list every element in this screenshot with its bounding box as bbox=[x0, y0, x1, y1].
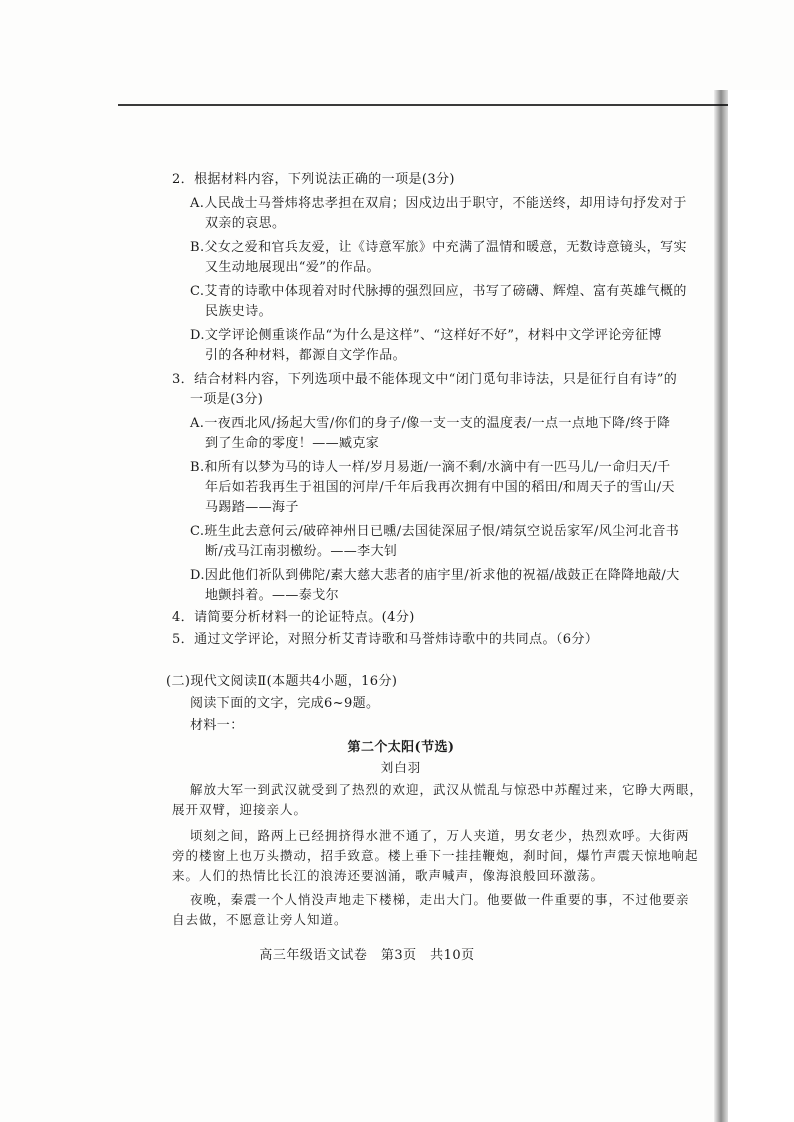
q3-option-a: A.一夜西北风/扬起大雪/你们的身子/像一支一支的温度表/一点一点地下降/终于降 bbox=[190, 416, 671, 431]
q2-option-b: B.父女之爱和官兵友爱，让《诗意军旅》中充满了温情和暖意，无数诗意镜头，写实 bbox=[190, 240, 687, 255]
passage-author: 刘白羽 bbox=[380, 760, 422, 775]
q2-option-a-cont: 双亲的哀思。 bbox=[205, 216, 286, 231]
q3-option-d: D.因此他们祈队到佛陀/素大慈大悲者的庙宇里/祈求他的祝福/战鼓正在降降地敲/大 bbox=[190, 568, 680, 583]
q2-option-c: C.艾青的诗歌中体现着对时代脉搏的强烈回应，书写了磅礴、辉煌、富有英雄气概的 bbox=[190, 284, 687, 299]
passage-p3-cont: 自去做，不愿意让旁人知道。 bbox=[172, 912, 348, 927]
q4: 4．请简要分析材料一的论证特点。(4分) bbox=[172, 610, 415, 625]
q2-option-a: A.人民战士马誉炜将忠孝担在双肩；因戍边出于职守，不能送终，却用诗句抒发对于 bbox=[190, 196, 687, 211]
q3-option-d-cont: 地颤抖着。——泰戈尔 bbox=[205, 588, 340, 603]
passage-p2-cont1: 旁的楼窗上也万头攒动，招手致意。楼上垂下一挂挂鞭炮，刹时间，爆竹声震天惊地响起 bbox=[172, 848, 699, 863]
q2-option-c-cont: 民族史诗。 bbox=[205, 304, 273, 319]
q2-option-b-cont: 又生动地展现出“爱”的作品。 bbox=[205, 260, 380, 275]
material-label: 材料一： bbox=[190, 718, 244, 733]
passage-title: 第二个太阳(节选) bbox=[347, 740, 455, 755]
q2-stem: 2．根据材料内容，下列说法正确的一项是(3分) bbox=[172, 172, 455, 187]
passage-p3: 夜晚，秦震一个人悄没声地走下楼梯，走出大门。他要做一件重要的事，不过他要亲 bbox=[190, 892, 690, 907]
q3-option-b-cont2: 马踢踏——海子 bbox=[205, 500, 299, 515]
q2-option-d-cont: 引的各种材料，都源自文学作品。 bbox=[205, 348, 407, 363]
passage-p1-cont: 展开双臂，迎接亲人。 bbox=[172, 802, 308, 817]
q3-stem: 3．结合材料内容，下列选项中最不能体现文中“闭门觅句非诗法，只是征行自有诗”的 bbox=[172, 372, 678, 387]
q3-stem-cont: 一项是(3分) bbox=[190, 392, 264, 407]
q3-option-c-cont: 断/戎马江南羽檄纷。——李大钊 bbox=[205, 544, 398, 559]
q3-option-a-cont: 到了生命的零度！——臧克家 bbox=[205, 436, 380, 451]
section-header: (二)现代文阅读Ⅱ(本题共4小题，16分) bbox=[166, 674, 398, 689]
page-footer: 高三年级语文试卷 第3页 共10页 bbox=[259, 948, 475, 963]
q5: 5．通过文学评论，对照分析艾青诗歌和马誉炜诗歌中的共同点。（6分） bbox=[172, 632, 599, 647]
passage-p2: 顷刻之间，路两上已经拥挤得水泄不通了，万人夹道，男女老少，热烈欢呼。大街两 bbox=[190, 828, 690, 843]
passage-p2-cont2: 来。人们的热情比长江的浪涛还要汹涌，歌声喊声，像海浪般回环激荡。 bbox=[172, 868, 605, 883]
q3-option-c: C.班生此去意何云/破碎神州日已曛/去国徒深屈子恨/靖氛空说岳家军/风尘河北音书 bbox=[190, 524, 680, 539]
q3-option-b-cont1: 年后如若我再生于祖国的河岸/千年后我再次拥有中国的稻田/和周天子的雪山/天 bbox=[205, 480, 675, 495]
q2-option-d: D.文学评论侧重谈作品“为什么是这样”、“这样好不好”，材料中文学评论旁征博 bbox=[190, 328, 662, 343]
passage-p1: 解放大军一到武汉就受到了热烈的欢迎，武汉从慌乱与惊恐中苏醒过来，它睁大两眼， bbox=[190, 782, 704, 797]
q3-option-b: B.和所有以梦为马的诗人一样/岁月易逝/一滴不剩/水滴中有一匹马儿/一命归天/千 bbox=[190, 460, 671, 475]
section-instruction: 阅读下面的文字，完成6~9题。 bbox=[190, 696, 380, 711]
